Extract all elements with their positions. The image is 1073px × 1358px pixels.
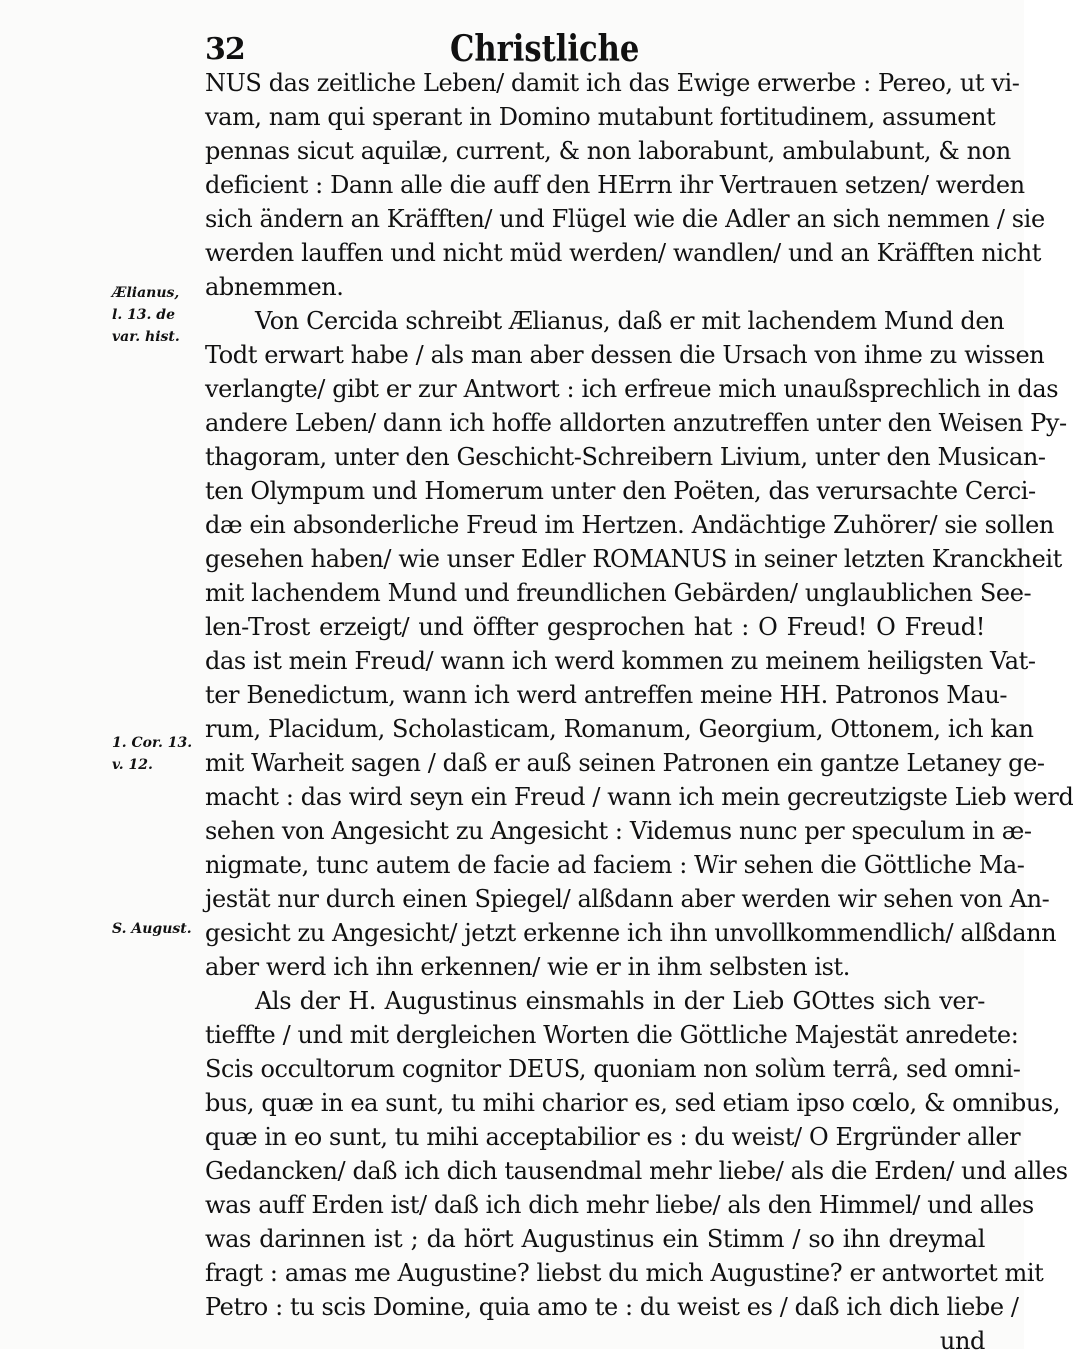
text-line: bus, quæ in ea sunt, tu mihi charior es, sed etiam ipso cœlo, & omnibus, — [205, 1089, 1061, 1117]
text-line: was darinnen ist ; da hört Augustinus ein Stimm / so ihn dreymal — [205, 1225, 985, 1253]
running-title: Christliche — [450, 28, 640, 70]
text-line: abnemmen. — [205, 273, 344, 301]
text-line: was auff Erden ist/ daß ich dich mehr liebe/ als den Himmel/ und alles — [205, 1191, 1034, 1219]
text-line: gesehen haben/ wie unser Edler ROMANUS in seiner letzten Kranckheit — [205, 545, 1062, 573]
margin-note-augustine: S. August. — [112, 921, 192, 937]
text-line: fragt : amas me Augustine? liebst du mich Augustine? er antwortet mit — [205, 1259, 1044, 1287]
margin-note-corinthians: 1. Cor. 13. v. 12. — [112, 735, 193, 773]
text-line: aber werd ich ihn erkennen/ wie er in ihm selbsten ist. — [205, 953, 851, 981]
catchword: und — [939, 1327, 985, 1355]
text-line: mit lachendem Mund und freundlichen Gebärden/ unglaublichen See- — [205, 579, 1032, 607]
text-line: Petro : tu scis Domine, quia amo te : du weist es / daß ich dich liebe / — [205, 1293, 1019, 1321]
text-line: tieffte / und mit dergleichen Worten die Göttliche Majestät anredete: — [205, 1021, 1019, 1049]
text-line: dæ ein absonderliche Freud im Hertzen. Andächtige Zuhörer/ sie sollen — [205, 511, 1054, 539]
text-line: thagoram, unter den Geschicht-Schreibern Livium, unter den Musican- — [205, 443, 1046, 471]
text-line: pennas sicut aquilæ, current, & non laborabunt, ambulabunt, & non — [205, 137, 1011, 165]
text-line: macht : das wird seyn ein Freud / wann ich mein gecreutzigste Lieb werd — [205, 783, 1073, 811]
text-line: vam, nam qui sperant in Domino mutabunt fortitudinem, assument — [205, 103, 996, 131]
text-line: mit Warheit sagen / daß er auß seinen Patronen ein gantze Letaney ge- — [205, 749, 1045, 777]
text-line: Todt erwart habe / als man aber dessen die Ursach von ihme zu wissen — [205, 341, 1045, 369]
text-line: Als der H. Augustinus einsmahls in der Lieb GOttes sich ver- — [255, 987, 985, 1015]
text-line: NUS das zeitliche Leben/ damit ich das Ewige erwerbe : Pereo, ut vi- — [205, 69, 1020, 97]
text-line: sehen von Angesicht zu Angesicht : Videmus nunc per speculum in æ- — [205, 817, 1032, 845]
text-line: ter Benedictum, wann ich werd antreffen meine HH. Patronos Mau- — [205, 681, 1008, 709]
text-line: das ist mein Freud/ wann ich werd kommen zu meinem heiligsten Vat- — [205, 647, 1036, 675]
text-line: deficient : Dann alle die auff den HErrn ihr Vertrauen setzen/ werden — [205, 171, 1025, 199]
text-line: sich ändern an Kräfften/ und Flügel wie die Adler an sich nemmen / sie — [205, 205, 1045, 233]
text-line: jestät nur durch einen Spiegel/ alßdann aber werden wir sehen von An- — [205, 885, 1050, 913]
margin-note-aelianus: Ælianus, l. 13. de var. hist. — [112, 285, 180, 345]
text-line: verlangte/ gibt er zur Antwort : ich erfreue mich unaußsprechlich in das — [205, 375, 1059, 403]
text-line: andere Leben/ dann ich hoffe alldorten anzutreffen unter den Weisen Py- — [205, 409, 1067, 437]
text-line: Von Cercida schreibt Ælianus, daß er mit lachendem Mund den — [255, 307, 1005, 335]
text-line: Gedancken/ daß ich dich tausendmal mehr liebe/ als die Erden/ und alles — [205, 1157, 1068, 1185]
page-header — [200, 28, 980, 68]
text-line: ten Olympum und Homerum unter den Poëten, das verursachte Cerci- — [205, 477, 1036, 505]
text-line: werden lauffen und nicht müd werden/ wandlen/ und an Kräfften nicht — [205, 239, 1042, 267]
text-line: quæ in eo sunt, tu mihi acceptabilior es : du weist/ O Ergründer aller — [205, 1123, 1021, 1151]
text-line: rum, Placidum, Scholasticam, Romanum, Georgium, Ottonem, ich kan — [205, 715, 1034, 743]
text-line: Scis occultorum cognitor DEUS, quoniam non solùm terrâ, sed omni- — [205, 1055, 1021, 1083]
text-line: len-Trost erzeigt/ und öffter gesprochen hat : O Freud! O Freud! — [205, 613, 985, 641]
text-line: gesicht zu Angesicht/ jetzt erkenne ich ihn unvollkommendlich/ alßdann — [205, 919, 1057, 947]
page-number: 32 — [205, 32, 245, 67]
text-line: nigmate, tunc autem de facie ad faciem : Wir sehen die Göttliche Ma- — [205, 851, 1025, 879]
body-text — [205, 66, 1073, 1358]
